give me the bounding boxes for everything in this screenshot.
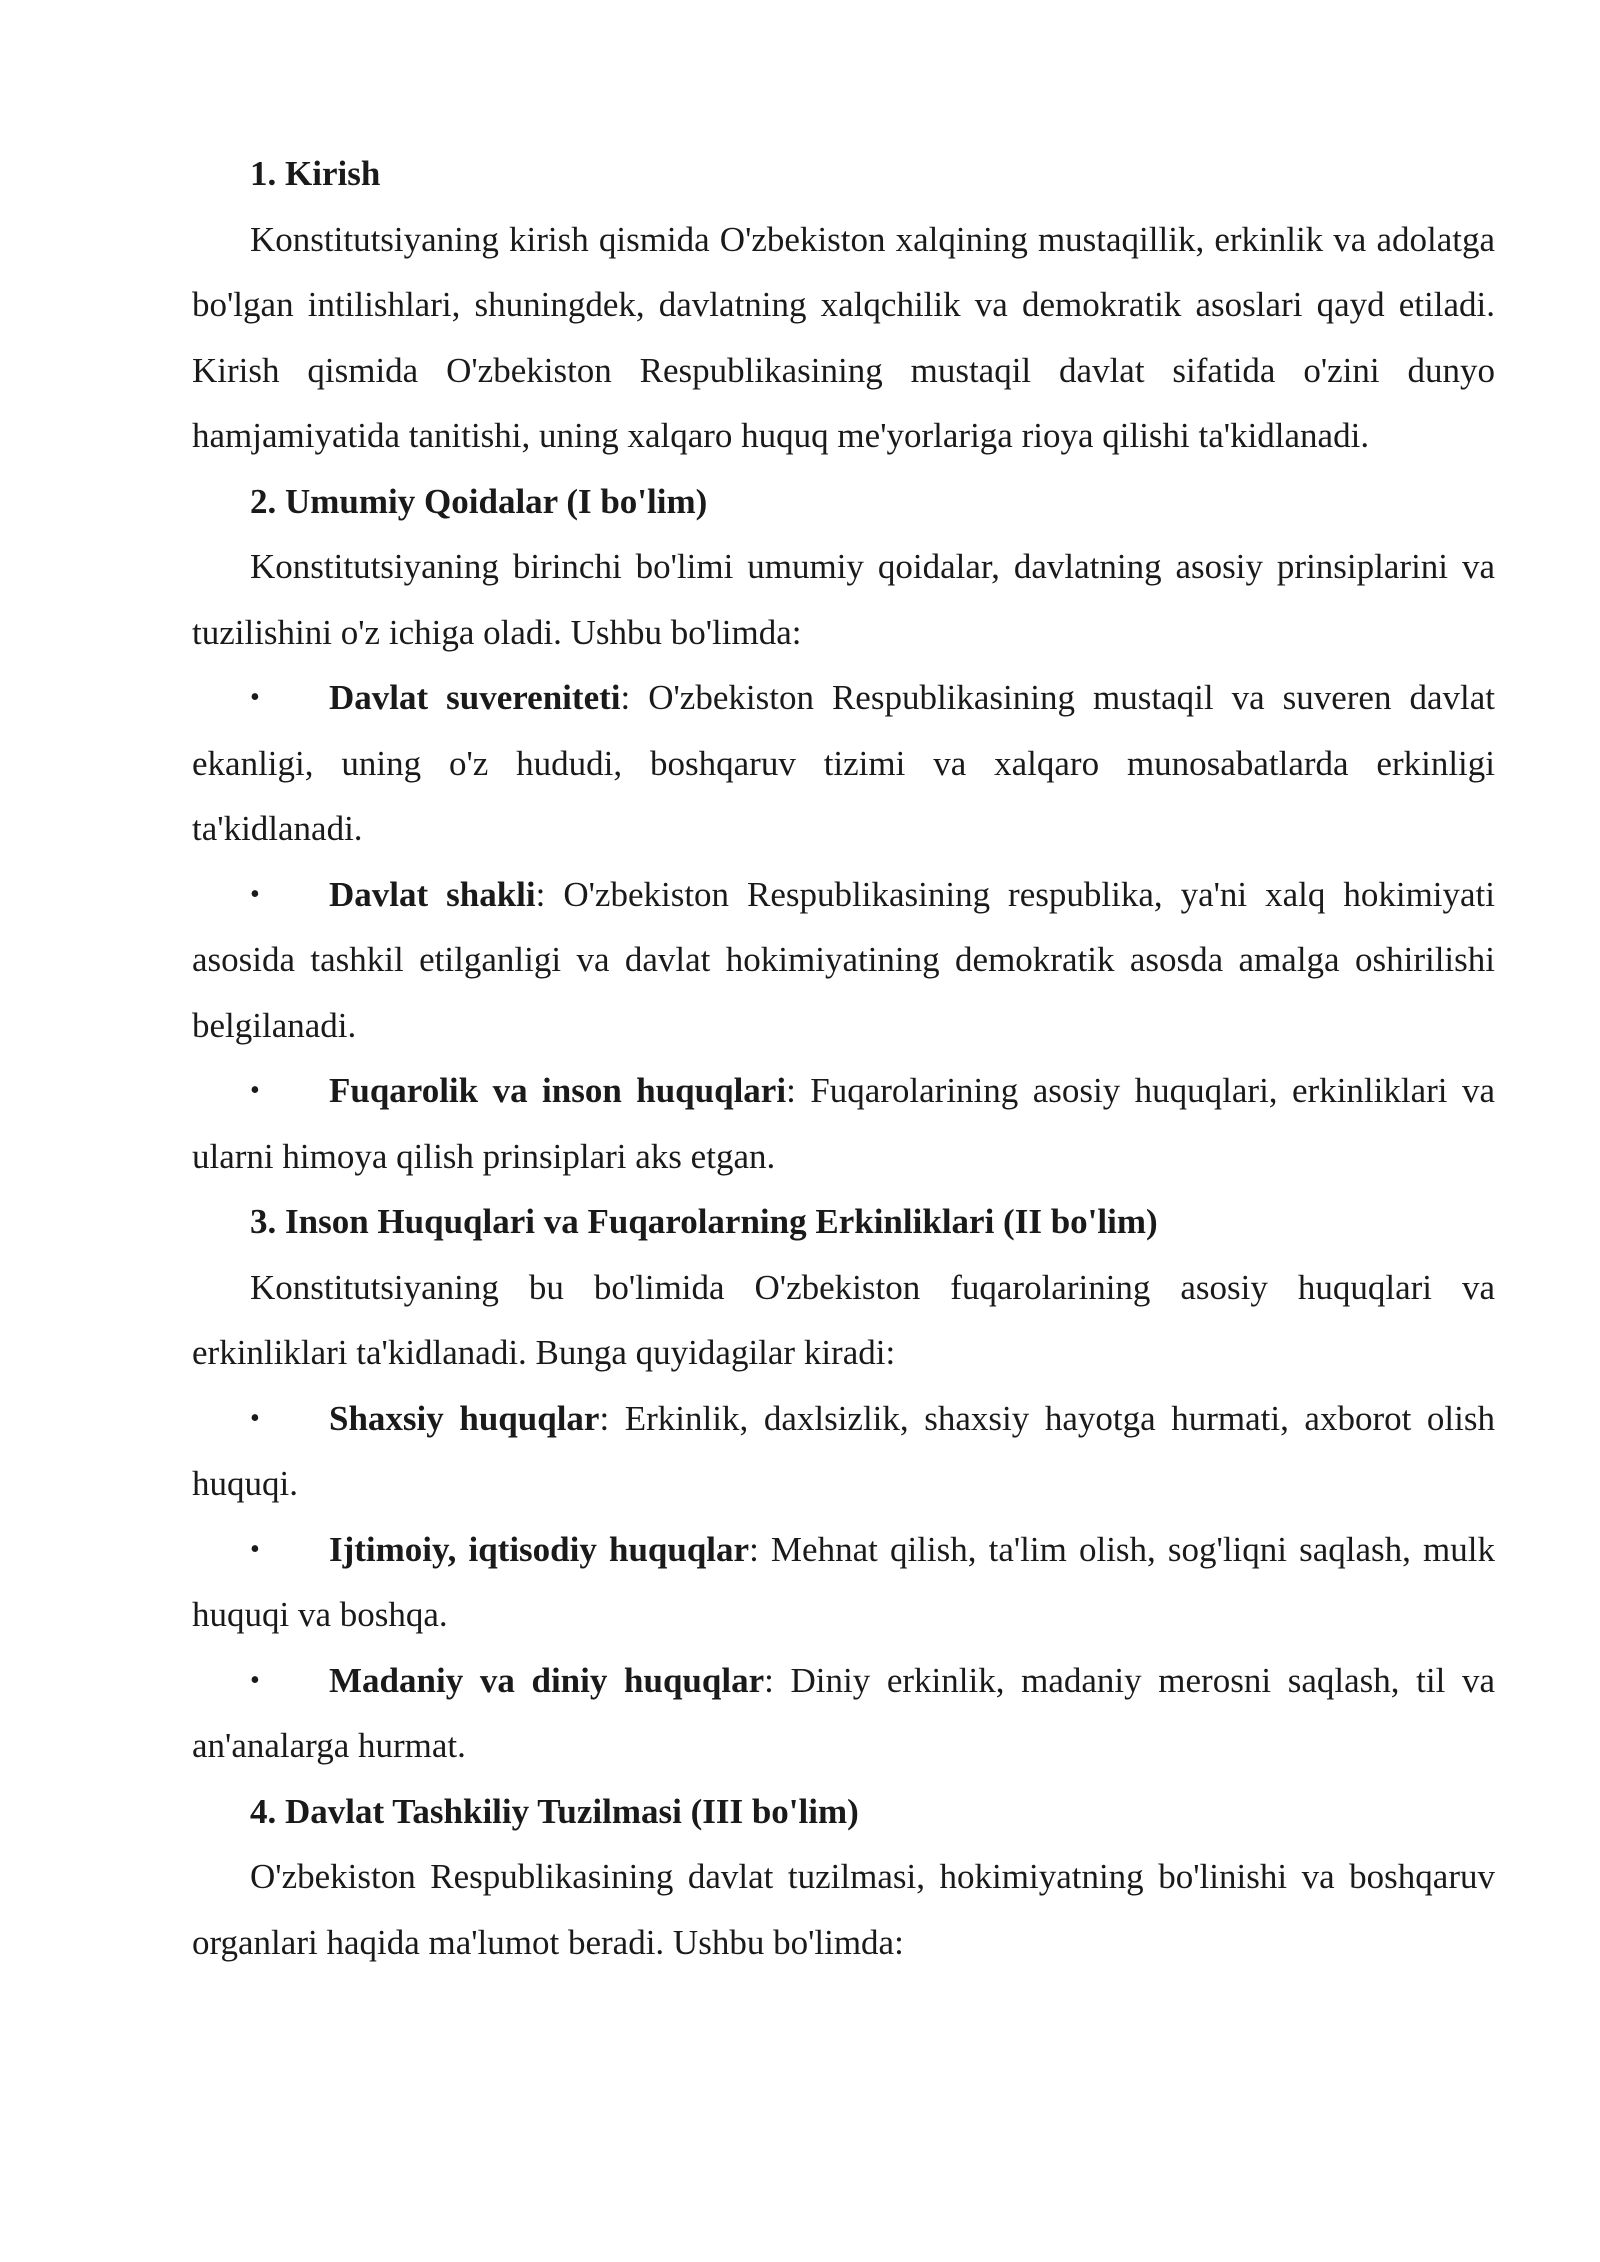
- list-item: [192, 1058, 1495, 1189]
- bullet-icon: •: [250, 1402, 260, 1434]
- list-item-text: : O'zbekiston Respublikasining respublika, ya'ni xalq hokimiyati asosida tashkil etilganligi va davlat hokimiyatining demokratik asosda amalga oshirilishi belgilanadi.: [192, 874, 1495, 1045]
- section-heading-kirish: 1. Kirish: [250, 154, 381, 193]
- list-item: [192, 1386, 1495, 1517]
- list-item-term: Davlat suvereniteti: [329, 678, 621, 717]
- section-heading-davlat-tuzilmasi: 4. Davlat Tashkiliy Tuzilmasi (III bo'lim): [250, 1791, 859, 1831]
- list-item-text: : Erkinlik, daxlsizlik, shaxsiy hayotga hurmati, axborot olish huquqi.: [192, 1398, 1495, 1503]
- document-body: [192, 141, 1495, 1975]
- section-paragraph-davlat-tuzilmasi: O'zbekiston Respublikasining davlat tuzilmasi, hokimiyatning bo'linishi va boshqaruv organlari haqida ma'lumot beradi. Ushbu bo'limda:: [192, 1857, 1495, 1962]
- section-paragraph-umumiy-qoidalar: Konstitutsiyaning birinchi bo'limi umumiy qoidalar, davlatning asosiy prinsiplarini va tuzilishini o'z ichiga oladi. Ushbu bo'limda:: [192, 547, 1495, 652]
- list-item: [192, 1517, 1495, 1648]
- bullet-icon: •: [250, 1664, 260, 1696]
- bullet-icon: •: [250, 878, 260, 910]
- bullet-icon: •: [250, 682, 260, 713]
- list-item-term: Fuqarolik va inson huquqlari: [329, 1071, 787, 1110]
- list-item-term: Shaxsiy huquqlar: [329, 1398, 600, 1438]
- bullet-icon: •: [250, 1533, 260, 1565]
- section-heading-umumiy-qoidalar: 2. Umumiy Qoidalar (I bo'lim): [250, 481, 708, 521]
- list-item-term: Davlat shakli: [329, 874, 536, 914]
- list-item-text: : Diniy erkinlik, madaniy merosni saqlash, til va an'analarga hurmat.: [192, 1660, 1495, 1765]
- list-item: [192, 1648, 1495, 1779]
- list-item-text: : Mehnat qilish, ta'lim olish, sog'liqni saqlash, mulk huquqi va boshqa.: [192, 1529, 1495, 1634]
- section-heading-inson-huquqlari: 3. Inson Huquqlari va Fuqarolarning Erkinliklari (II bo'lim): [250, 1202, 1158, 1241]
- list-item-text: : Fuqarolarining asosiy huquqlari, erkinliklari va ularni himoya qilish prinsiplari aks etgan.: [192, 1071, 1495, 1176]
- list-item-text: : O'zbekiston Respublikasining mustaqil va suveren davlat ekanligi, uning o'z hududi, boshqaruv tizimi va xalqaro munosabatlarda erkinligi ta'kidlanadi.: [192, 678, 1495, 848]
- list-item: [192, 862, 1495, 1059]
- section-paragraph-kirish: Konstitutsiyaning kirish qismida O'zbekiston xalqining mustaqillik, erkinlik va adolatga bo'lgan intilishlari, shuningdek, davlatning xalqchilik va demokratik asoslari qayd etiladi. Kirish qismida O'zbekiston Respublikasining mustaqil davlat sifatida o'zini dunyo hamjamiyatida tanitishi, uning xalqaro huquq me'yorlariga rioya qilishi ta'kidlanadi.: [192, 219, 1495, 455]
- list-item-term: Ijtimoiy, iqtisodiy huquqlar: [329, 1529, 750, 1569]
- section-paragraph-inson-huquqlari: Konstitutsiyaning bu bo'limida O'zbekiston fuqarolarining asosiy huquqlari va erkinliklari ta'kidlanadi. Bunga quyidagilar kiradi:: [192, 1267, 1495, 1372]
- bullet-icon: •: [250, 1075, 260, 1106]
- list-item-term: Madaniy va diniy huquqlar: [329, 1660, 765, 1700]
- list-item: [192, 665, 1495, 862]
